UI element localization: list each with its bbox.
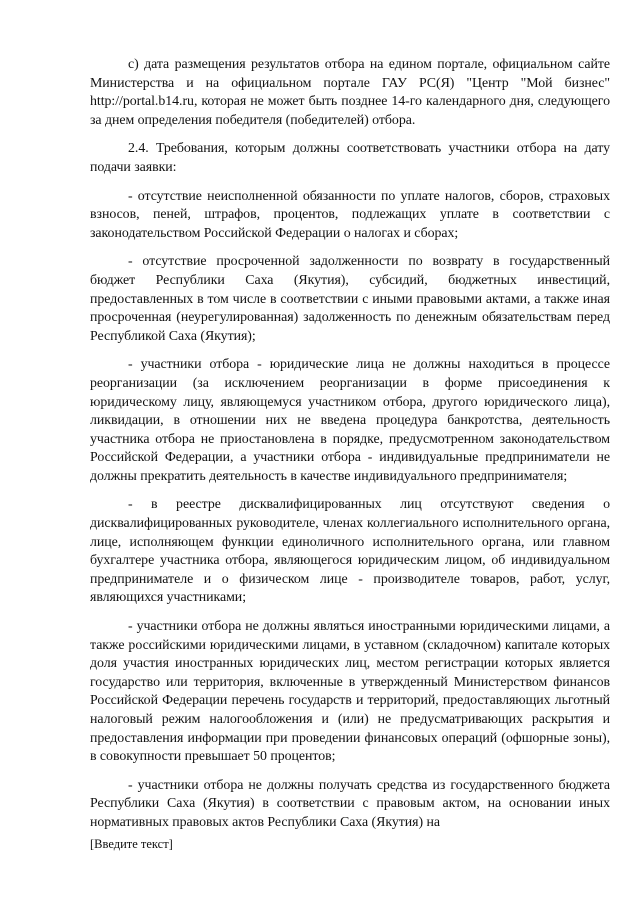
paragraph-state-budget: - участники отбора не должны получать средства из государственного бюджета Республики Саха (Якутия) в соответствии с правовым актом, на основании иных нормативных правовых актов Республики Саха (Якутия) на xyxy=(90,777,610,830)
footer-placeholder-text[interactable]: [Введите текст] xyxy=(90,837,173,851)
paragraph-disqualified: - в реестре дисквалифицированных лиц отсутствуют сведения о дисквалифицированных руководителе, членах коллегиального исполнительного органа, лице, исполняющем функции единоличного исполнительного органа, или главном бухгалтере участника отбора, являющегося юридическим лицом, об индивидуальном предпринимателе и о физическом лице - производителе товаров, работ, услуг, являющихся участниками; xyxy=(90,497,610,606)
paragraph-taxes: - отсутствие неисполненной обязанности по уплате налогов, сборов, страховых взносов, пеней, штрафов, процентов, подлежащих уплате в соответствии с законодательством Российской Федерации о налогах и сборах; xyxy=(90,188,610,241)
paragraph-c: с) дата размещения результатов отбора на едином портале, официальном сайте Министерства и на официальном портале ГАУ РС(Я) "Центр "Мой бизнес" http://portal.b14.ru, которая не может быть позднее 14-го календарного дня, следующего за днем определения победителя (победителей) отбора. xyxy=(90,57,610,128)
paragraph-2-4: 2.4. Требования, которым должны соответствовать участники отбора на дату подачи заявки: xyxy=(90,141,610,175)
paragraph-foreign-entities: - участники отбора не должны являться иностранными юридическими лицами, а также российскими юридическими лицами, в уставном (складочном) капитале которых доля участия иностранных юридических лиц, местом регистрации которых является государство или территория, включенные в утвержденный Министерством финансов Российской Федерации перечень государств и территорий, предоставляющих льготный налоговый режим налогообложения и (или) не предусматривающих раскрытия и предоставления информации при проведении финансовых операций (офшорные зоны), в совокупности превышает 50 процентов; xyxy=(90,619,610,765)
paragraph-overdue-debt: - отсутствие просроченной задолженности по возврату в государственный бюджет Республики Саха (Якутия), субсидий, бюджетных инвестиций, предоставленных в том числе в соответствии с иными правовыми актами, а также иная просроченная (неурегулированная) задолженность по денежным обязательствам перед Республикой Саха (Якутия); xyxy=(90,254,610,344)
document-body xyxy=(90,56,610,843)
paragraph-reorganization: - участники отбора - юридические лица не должны находиться в процессе реорганизации (за исключением реорганизации в форме присоединения к юридическому лицу, являющемуся участником отбора, другого юридического лица), ликвидации, в отношении них не введена процедура банкротства, деятельность участника отбора не приостановлена в порядке, предусмотренном законодательством Российской Федерации, а участники отбора - индивидуальные предприниматели не должны прекратить деятельность в качестве индивидуального предпринимателя; xyxy=(90,357,610,484)
